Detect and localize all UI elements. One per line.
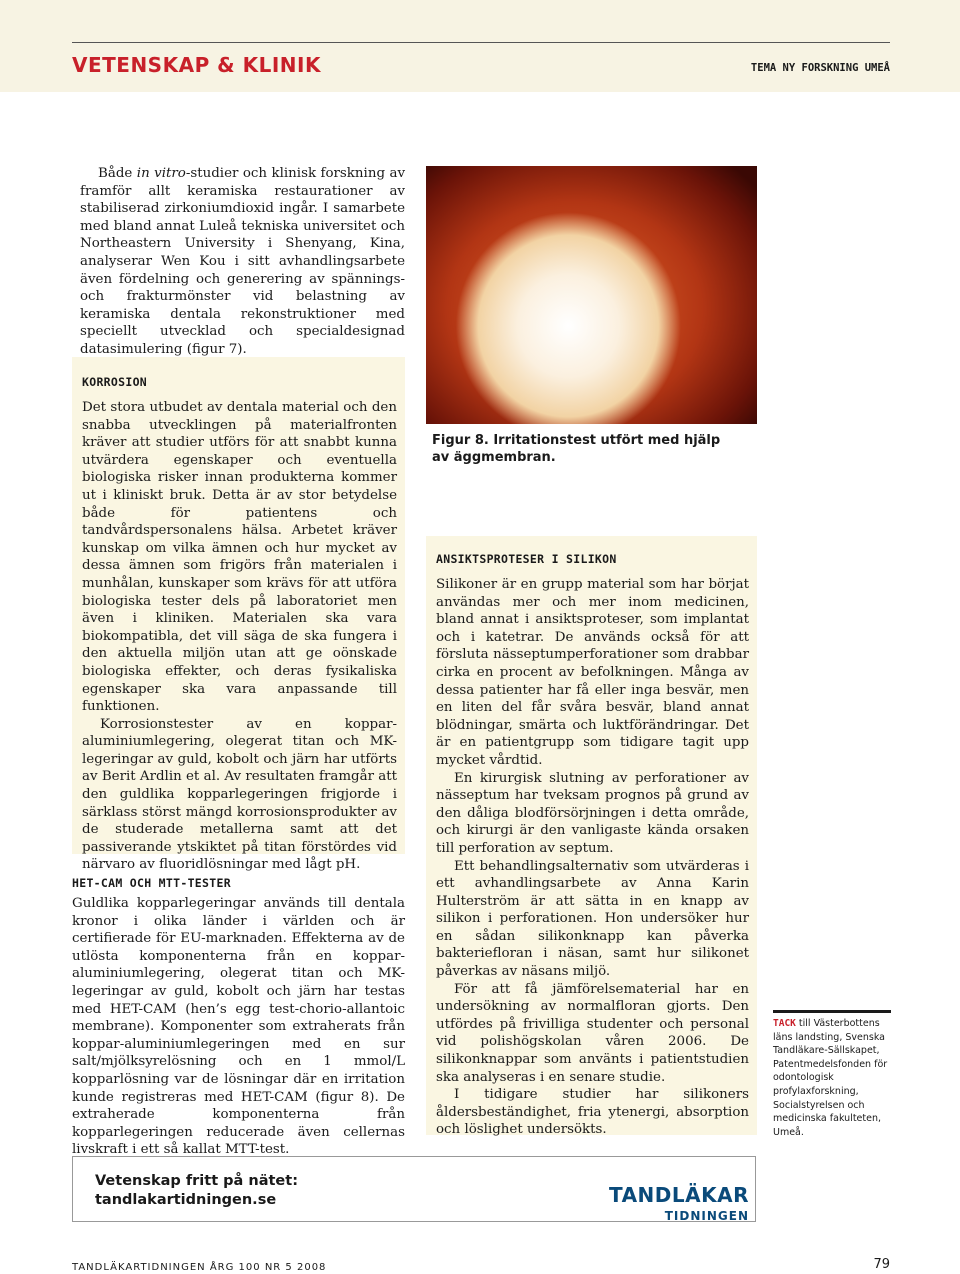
ansikt-box — [426, 536, 757, 1138]
tandlakartidningen-logo — [573, 1185, 749, 1224]
ansikt-text — [436, 576, 749, 1139]
ansikt-p3: Ett behandlingsalternativ som utvärderas i ett avhandlingsarbete av Anna Karin Hulterström är att sätta in en knapp av silikon i perforationen. Hon undersöker hur en sådan silikonknapp kan påverka bakteriefloran i näsan, samt hur silikonet påverkas av näsans miljö. — [436, 858, 749, 980]
ansikt-p1: Silikoner är en grupp material som har börjat användas mer och mer inom medicinen, bland annat i ansiktsproteser, som implantat och i katetrar. De används också för att försluta nässeptumperforationer som drabbar cirka en procent av befolkningen. Många av dessa patienter har få eller inga besvär, men en liten del får svåra besvär, bland annat blödningar, smärta och luktförändringar. Det är en patientgrupp som tidigare tagit upp mycket vårdtid. — [436, 577, 749, 768]
hetcam-heading: HET-CAM OCH MTT-TESTER — [72, 876, 231, 890]
ansikt-p5: I tidigare studier har silikoners åldersbeständighet, fria ytenergi, absorption och löslighet undersökts. — [436, 1087, 749, 1138]
intro-prefix: Både — [98, 166, 137, 181]
korrosion-heading: KORROSION — [82, 375, 148, 389]
thanks-note — [773, 1010, 891, 1139]
hetcam-p1: Guldlika kopparlegeringar används till dentala kronor i olika länder i världen och är certifierade för EU-marknaden. Effekterna av de utlösta komponenterna från en koppar-aluminiumlegering, olegerat titan och MK-legeringar av guld, kobolt och järn har testas med HET-CAM (hen’s egg test-chorio-allantoic membrane). Komponenter som extraherats från koppar-aluminiumlegeringen med en sur salt/mjölksyrelösning och en 1 mmol/L kopparlösning var de lösningar där en irritation kunde registreras med HET-CAM (figur 8). De extraherade komponenterna från kopparlegeringen reducerade även cellernas livskraft i ett så kallat MTT-test. — [72, 896, 405, 1158]
intro-italic: in vitro — [136, 166, 186, 181]
logo-top: TANDLÄKAR — [608, 1183, 749, 1207]
header-rule — [72, 42, 890, 43]
web-banner[interactable] — [72, 1156, 756, 1222]
ansikt-heading: ANSIKTSPROTESER I SILIKON — [436, 552, 617, 566]
thanks-label: TACK — [773, 1018, 796, 1029]
figure-caption: Figur 8. Irritationstest utfört med hjälp av äggmembran. — [432, 433, 721, 465]
page-number: 79 — [873, 1257, 890, 1272]
intro-rest: -studier och klinisk forskning av framför allt keramiska restaurationer av stabiliserad zirkoniumdioxid ingår. I samarbete med bland annat Luleå tekniska universitet och Northeastern University i Shenyang, Kina, analyserar Wen Kou i sitt avhandlingsarbete även fördelning och generering av spännings- och frakturmönster vid belastning av keramiska dentala rekonstruktioner med speciellt utvecklad och specialdesignad datasimulering (figur 7). — [80, 166, 406, 357]
ansikt-p4: För att få jämförelsematerial har en undersökning av normalfloran gjorts. Den utfördes på frivilliga studenter och personal vid polishögskolan våren 2006. De silikonknappar som använts i patientstudien ska analyseras i en senare studie. — [436, 981, 749, 1085]
footer-publication: TANDLÄKARTIDNINGEN ÅRG 100 NR 5 2008 — [72, 1262, 327, 1273]
banner-line1: Vetenskap fritt på nätet: — [95, 1173, 298, 1189]
korrosion-text — [82, 399, 397, 874]
header-band — [0, 0, 960, 92]
section-title: VETENSKAP & KLINIK — [72, 53, 321, 77]
korrosion-box — [72, 357, 405, 873]
ansikt-p2: En kirurgisk slutning av perforationer av nässeptum har tveksam prognos på grund av den dåliga blodförsörjningen i detta område, och kirurgi är den vanligaste kända orsaken till perforation av septum. — [436, 770, 749, 856]
hetcam-text — [72, 895, 405, 1159]
theme-label: TEMA NY FORSKNING UMEÅ — [750, 62, 890, 74]
logo-bottom: TIDNINGEN — [664, 1209, 749, 1223]
hetcam-section — [72, 876, 405, 1159]
banner-link[interactable]: tandlakartidningen.se — [95, 1192, 277, 1208]
korrosion-p2: Korrosionstester av en koppar-aluminiumlegering, olegerat titan och MK-legeringar av guld, kobolt och järn har utförts av Berit Ardlin et al. Av resultaten framgår att den guldlika kopparlegeringen frigjorde i särklass störst mängd korrosionsprodukter av de studerade metallerna samt att det passiverande ytskiktet på titan förstördes vid närvaro av fluoridlösningar med lågt pH. — [82, 716, 397, 873]
korrosion-p1: Det stora utbudet av dentala material och den snabba utvecklingen på materialfronten kräver att studier utförs för att snabbt kunna utvärdera egenskaper och eventuella biologiska risker innan produkterna kommer ut i kliniskt bruk. Detta är av stor betydelse både för patientens och tandvårdspersonalens hälsa. Arbetet kräver kunskap om vilka ämnen och hur mycket av dessa ämnen som frigörs från materialen i munhålan, kunskaper som krävs för att utföra biologiska tester dels på laboratoriet men även i kliniken. Materialen ska vara biokompatibla, det vill säga de ska fungera i den aktuella miljön utan att ge oönskade biologiska effekter, och deras fysikaliska egenskaper ska vara anpassande till funktionen. — [82, 400, 397, 715]
banner-text — [95, 1172, 298, 1210]
intro-paragraph — [80, 165, 405, 359]
thanks-text: till Västerbottens läns landsting, Svenska Tandläkare-Sällskapet, Patentmedelsfonden för odontologisk profylaxforskning, Socialstyrelsen och medicinska fakulteten, Umeå. — [773, 1018, 888, 1138]
egg-membrane-photo — [426, 166, 757, 424]
